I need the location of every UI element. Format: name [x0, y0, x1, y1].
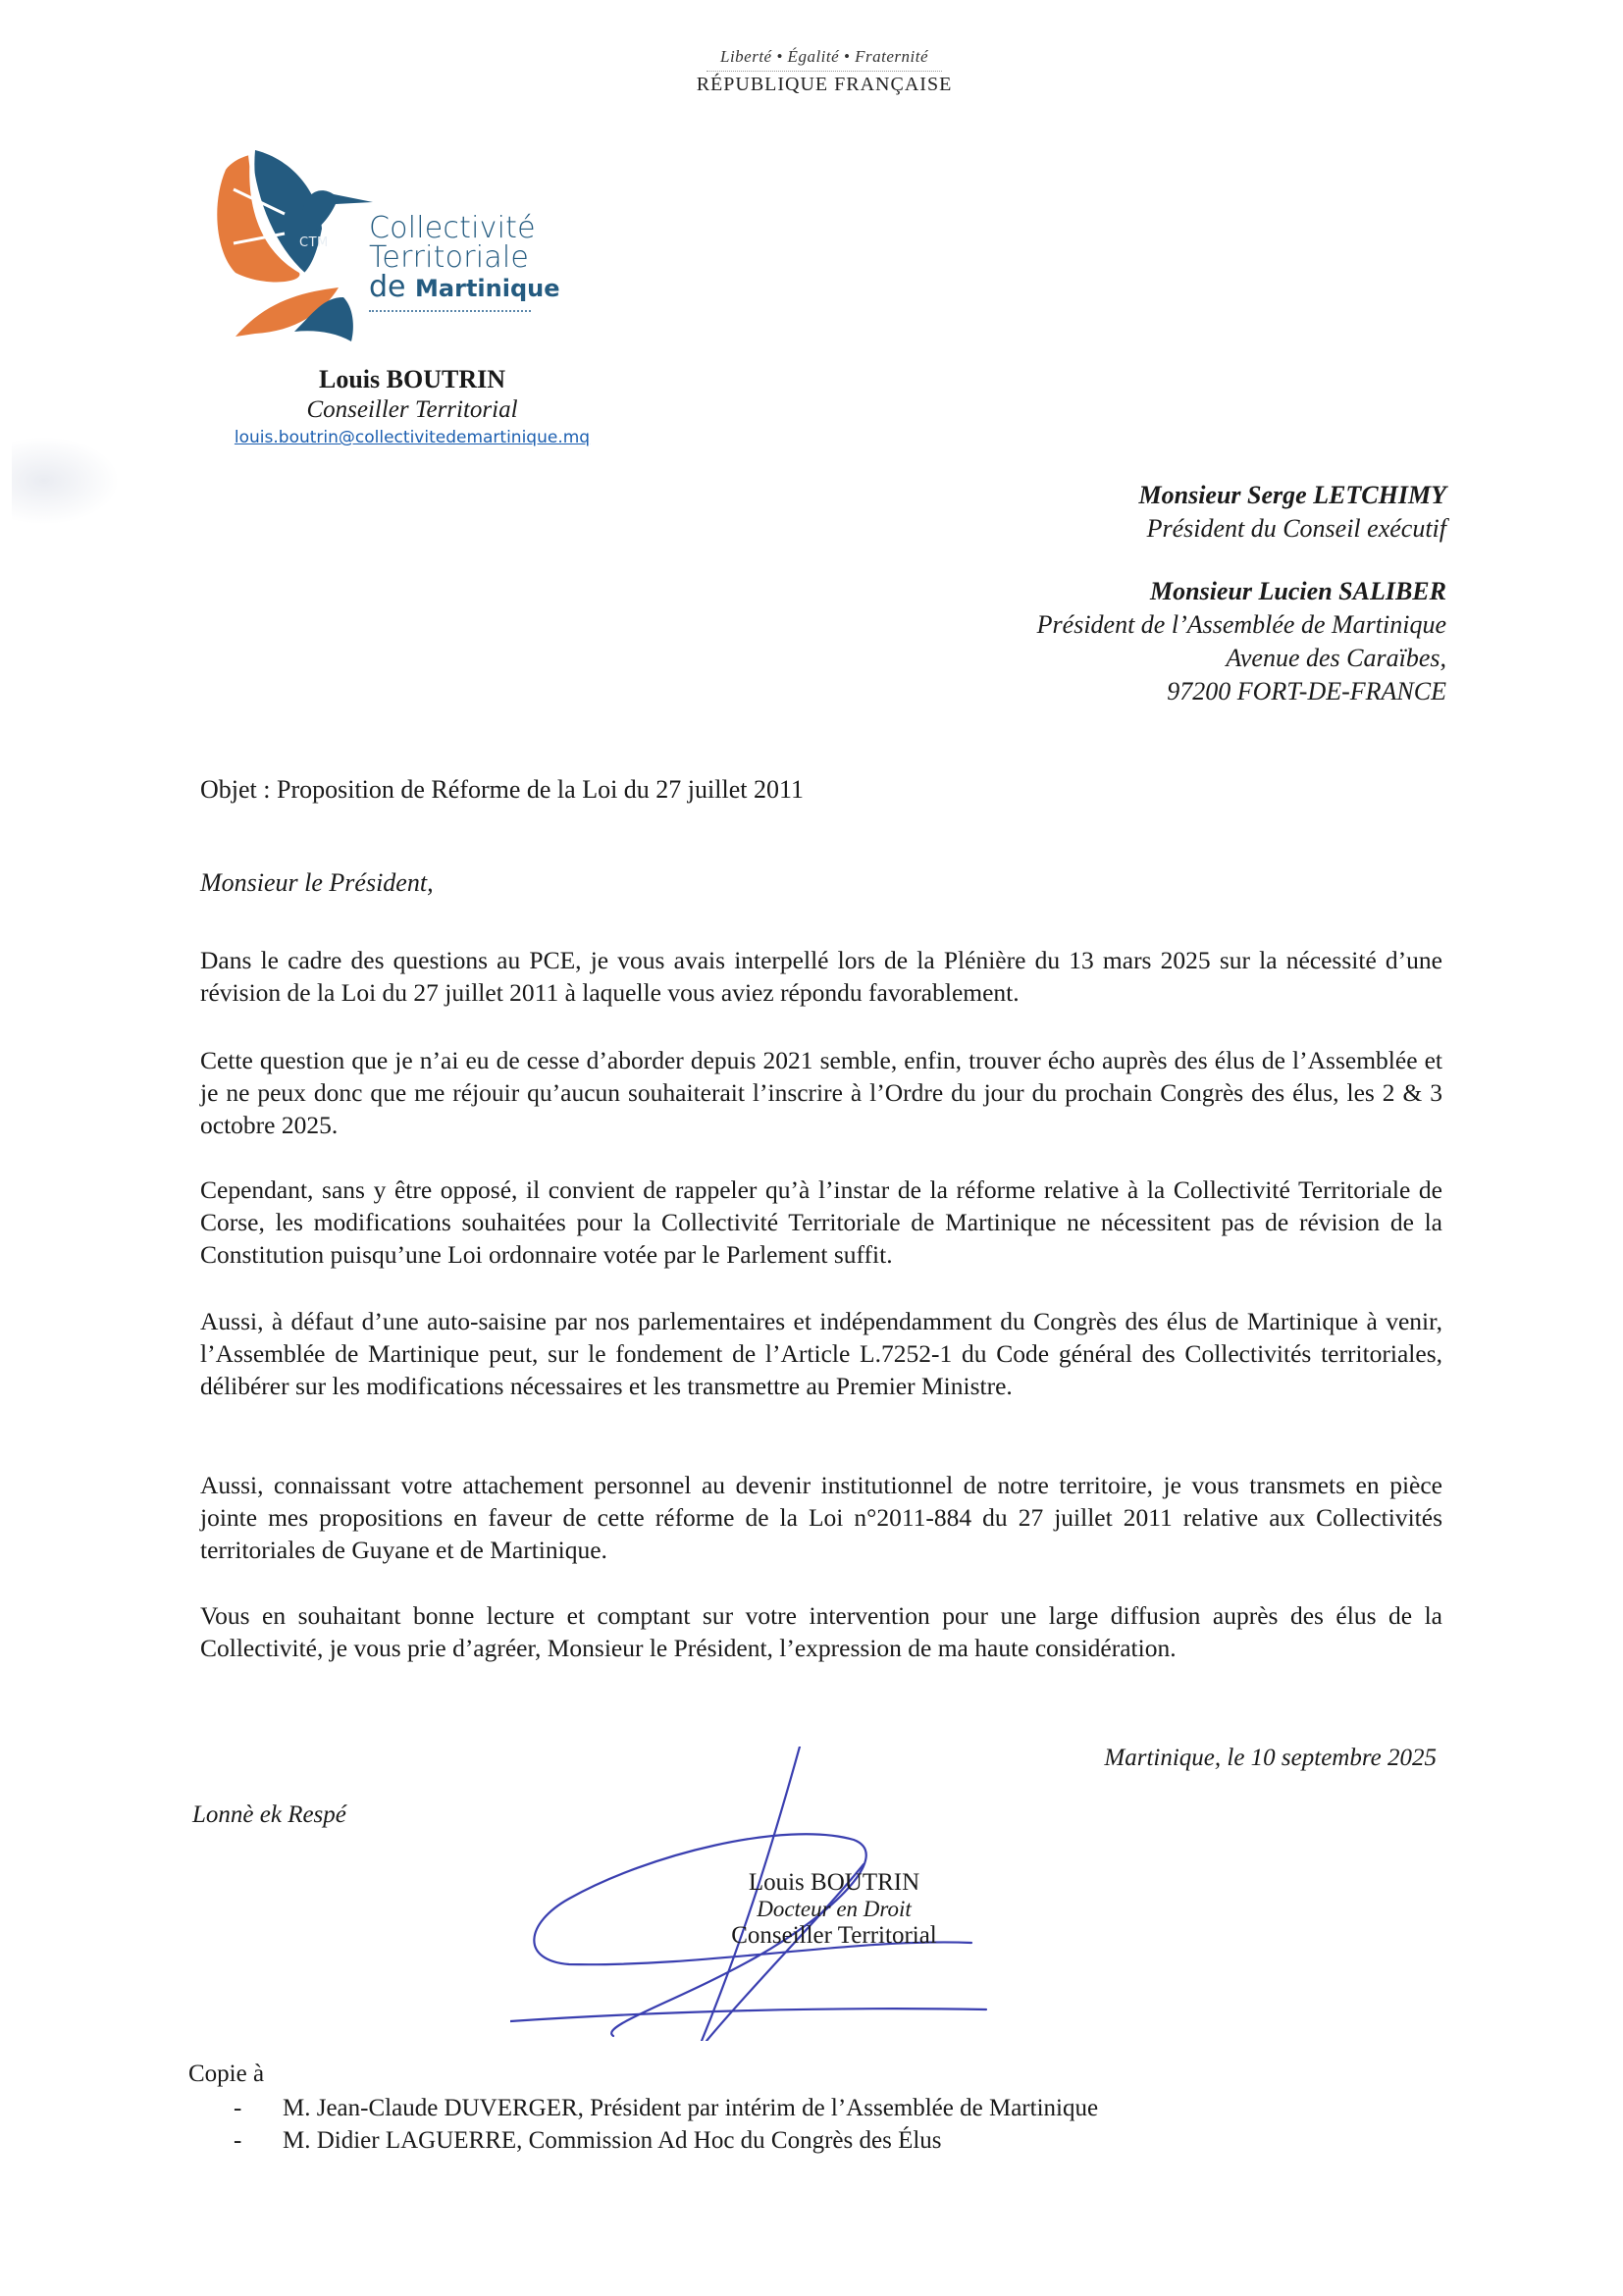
- recipient-2-name: Monsieur Lucien SALIBER: [1150, 577, 1446, 605]
- sender-name: Louis BOUTRIN: [319, 365, 505, 393]
- signatory-name: Louis BOUTRIN: [748, 1869, 920, 1896]
- republic-name: RÉPUBLIQUE FRANÇAISE: [696, 74, 953, 95]
- recipient-2-line: 97200 FORT-DE-FRANCE: [1167, 677, 1446, 705]
- recipients-block: [1037, 479, 1446, 708]
- copy-recipient-text: M. Didier LAGUERRE, Commission Ad Hoc du Congrès des Élus: [283, 2127, 942, 2154]
- salutation: Monsieur le Président,: [200, 868, 434, 897]
- header-divider: [707, 71, 942, 72]
- logo-badge: CTM: [299, 235, 329, 250]
- logo-line-3-prefix: de: [369, 270, 406, 304]
- bullet-dash-icon: -: [234, 2095, 242, 2121]
- copy-recipient: [234, 2092, 1098, 2124]
- copy-recipient-text: M. Jean-Claude DUVERGER, Président par intérim de l’Assemblée de Martinique: [283, 2095, 1099, 2121]
- logo-underline: [369, 310, 531, 312]
- body-paragraph: Dans le cadre des questions au PCE, je vous avais interpellé lors de la Plénière du 13 mars 2025 sur la nécessité d’une révision de la Loi du 27 juillet 2011 à laquelle vous aviez répondu favorablement.: [200, 946, 1442, 1007]
- recipient-1-line: Président du Conseil exécutif: [1146, 514, 1446, 543]
- republic-header: [677, 47, 971, 96]
- closing-phrase: Lonnè ek Respé: [192, 1801, 346, 1828]
- scan-artifact: [12, 437, 120, 525]
- logo-line-2: Territoriale: [369, 240, 530, 275]
- logo-wordmark: [369, 211, 560, 312]
- copies-list: [234, 2092, 1098, 2157]
- recipient-2-line: Président de l’Assemblée de Martinique: [1036, 610, 1446, 639]
- body-paragraph: Vous en souhaitant bonne lecture et comptant sur votre intervention pour une large diffusion auprès des élus de la Collectivité, je vous prie d’agréer, Monsieur le Président, l’expression de ma haute considération.: [200, 1601, 1442, 1662]
- signatory-degree: Docteur en Droit: [757, 1897, 912, 1921]
- copy-recipient: [234, 2124, 1098, 2157]
- sender-title: Conseiller Territorial: [306, 396, 518, 423]
- body-paragraph: Cependant, sans y être opposé, il convient de rappeler qu’à l’instar de la réforme relative à la Collectivité Territoriale de Corse, les modifications souhaitées pour la Collectivité Territoriale de Martinique ne nécessitent pas de révision de la Constitution puisqu’une Loi ordonnaire votée par le Parlement suffit.: [200, 1175, 1442, 1269]
- recipient-2-line: Avenue des Caraïbes,: [1226, 644, 1446, 672]
- body-paragraph: Aussi, connaissant votre attachement personnel au devenir institutionnel de notre territoire, je vous transmets en pièce jointe mes propositions en faveur de cette réforme de la Loi n°2011-884 du 27 juillet 2011 relative aux Collectivités territoriales de Guyane et de Martinique.: [200, 1471, 1442, 1564]
- logo-line-1: Collectivité: [369, 211, 536, 245]
- recipient-1-name: Monsieur Serge LETCHIMY: [1138, 481, 1446, 509]
- copies-section: [188, 2061, 1098, 2157]
- logo-line-3-bold: Martinique: [415, 275, 560, 302]
- republic-motto: Liberté • Égalité • Fraternité: [720, 47, 928, 66]
- logo-line-3: [369, 270, 560, 304]
- sender-email-link[interactable]: louis.boutrin@collectivitedemartinique.mq: [234, 428, 591, 447]
- bullet-dash-icon: -: [234, 2127, 242, 2154]
- signature-block: [638, 1869, 1030, 1950]
- body-paragraph: Aussi, à défaut d’une auto-saisine par nos parlementaires et indépendamment du Congrès des élus de Martinique à venir, l’Assemblée de Martinique peut, sur le fondement de l’Article L.7252-1 du Code général des Collectivités territoriales, délibérer sur les modifications nécessaires et les transmettre au Premier Ministre.: [200, 1307, 1442, 1400]
- body-paragraph: Cette question que je n’ai eu de cesse d’aborder depuis 2021 semble, enfin, trouver écho auprès des élus de l’Assemblée et je ne peux donc que me réjouir qu’aucun souhaiterait l’inscrire à l’Ordre du jour du prochain Congrès des élus, les 2 & 3 octobre 2025.: [200, 1046, 1442, 1139]
- letter-date: Martinique, le 10 septembre 2025: [1104, 1745, 1437, 1771]
- signatory-title: Conseiller Territorial: [731, 1922, 937, 1949]
- copies-label: Copie à: [188, 2061, 265, 2087]
- sender-block: [206, 365, 618, 447]
- letter-subject: Objet : Proposition de Réforme de la Loi du 27 juillet 2011: [200, 775, 804, 804]
